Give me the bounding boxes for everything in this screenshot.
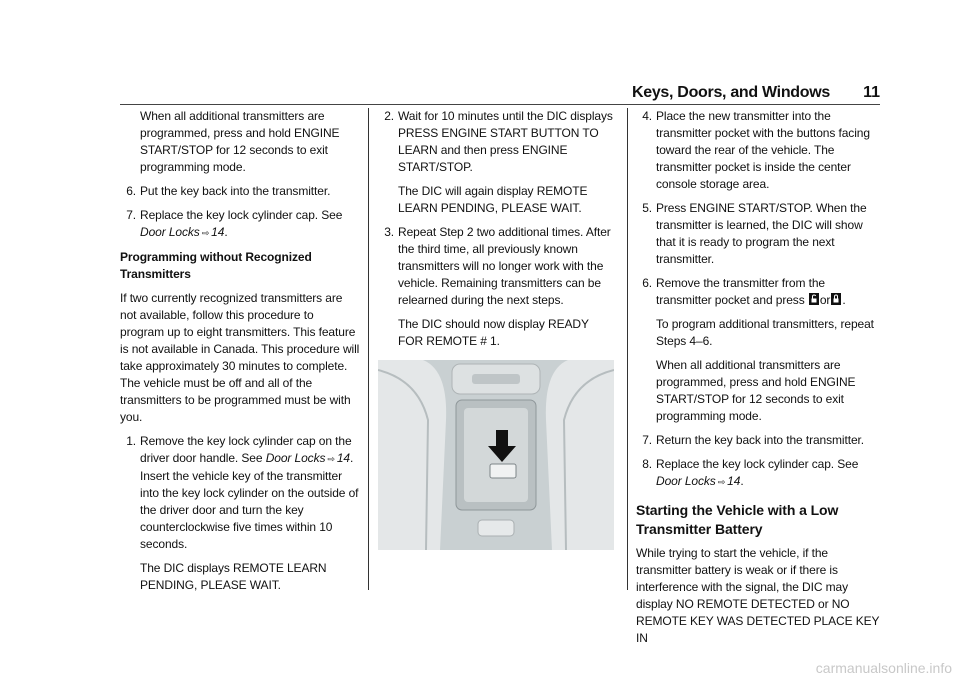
column-2 <box>378 108 616 550</box>
section-heading: Starting the Vehicle with a Low Transmitter Battery <box>636 502 839 537</box>
step-6: 6. Remove the transmitter from the transmitter pocket and press or . <box>642 276 846 307</box>
page-number: 11 <box>863 84 880 101</box>
page-ref[interactable]: 14 <box>727 474 741 488</box>
lock-icon <box>831 293 841 305</box>
step-8: 8. Replace the key lock cylinder cap. See Door Locks ⇨ 14. <box>642 457 859 488</box>
watermark: carmanualsonline.info <box>815 660 952 676</box>
door-locks-link[interactable]: Door Locks <box>265 451 326 465</box>
step-4: 4. Place the new transmitter into the transmitter pocket with the buttons facing toward the rear of the vehicle. The transmitter pocket is inside the center console storage area. <box>642 109 870 191</box>
xref-arrow-icon: ⇨ <box>201 228 210 238</box>
step-5: 5. Press ENGINE START/STOP. When the transmitter is learned, the DIC will show that it is ready to program the next transmitter. <box>642 201 867 266</box>
center-console-photo <box>378 360 614 550</box>
column-1 <box>120 108 360 601</box>
paragraph: The DIC displays REMOTE LEARN PENDING, PLEASE WAIT. <box>140 561 327 592</box>
paragraph: When all additional transmitters are programmed, press and hold ENGINE START/STOP for 12 seconds to exit programming mode. <box>656 358 856 423</box>
step-7: 7. Return the key back into the transmitter. <box>642 433 865 447</box>
page-header <box>120 84 880 105</box>
step-3: 3. Repeat Step 2 two additional times. After the third time, all previously known transmitters will no longer work with the vehicle. Remaining transmitters can be relearned during the next steps. <box>384 225 611 307</box>
paragraph: When all additional transmitters are programmed, press and hold ENGINE START/STOP for 12 seconds to exit programming mode. <box>140 109 340 174</box>
paragraph: To program additional transmitters, repeat Steps 4–6. <box>656 317 874 348</box>
xref-arrow-icon: ⇨ <box>717 477 726 487</box>
door-locks-link[interactable]: Door Locks <box>140 225 200 239</box>
column-divider <box>627 108 628 590</box>
step-1: 1. Remove the key lock cylinder cap on the driver door handle. See Door Locks ⇨ 14. Insert the vehicle key of the transmitter into the key lock cylinder on the outside of the driver door and turn the key counterclockwise five times within 10 seconds. <box>126 434 359 551</box>
column-divider <box>368 108 369 590</box>
step-2: 2. Wait for 10 minutes until the DIC displays PRESS ENGINE START BUTTON TO LEARN and then press ENGINE START/STOP. <box>384 109 613 174</box>
xref-arrow-icon: ⇨ <box>327 454 335 464</box>
step-7: 7. Replace the key lock cylinder cap. See Door Locks ⇨ 14. <box>126 208 343 239</box>
paragraph: The DIC should now display READY FOR REMOTE # 1. <box>398 317 589 348</box>
subheading: Programming without Recognized Transmitters <box>120 250 312 281</box>
page-ref[interactable]: 14 <box>336 451 350 465</box>
step-6: 6. Put the key back into the transmitter. <box>126 184 331 198</box>
paragraph: While trying to start the vehicle, if the transmitter battery is weak or if there is interference with the signal, the DIC may display NO REMOTE DETECTED or NO REMOTE KEY WAS DETECTED PLACE KEY IN <box>636 546 880 645</box>
page-ref[interactable]: 14 <box>211 225 225 239</box>
column-3 <box>636 108 880 654</box>
paragraph: If two currently recognized transmitters are not available, follow this procedure to program up to eight transmitters. This feature is not available in Canada. This procedure will take approximately 30 minutes to complete. The vehicle must be off and all of the transmitters to be programmed must be with you. <box>120 291 360 424</box>
paragraph: The DIC will again display REMOTE LEARN PENDING, PLEASE WAIT. <box>398 184 588 215</box>
door-locks-link[interactable]: Door Locks <box>656 474 716 488</box>
section-title: Keys, Doors, and Windows <box>631 84 830 101</box>
unlock-icon <box>809 293 819 305</box>
